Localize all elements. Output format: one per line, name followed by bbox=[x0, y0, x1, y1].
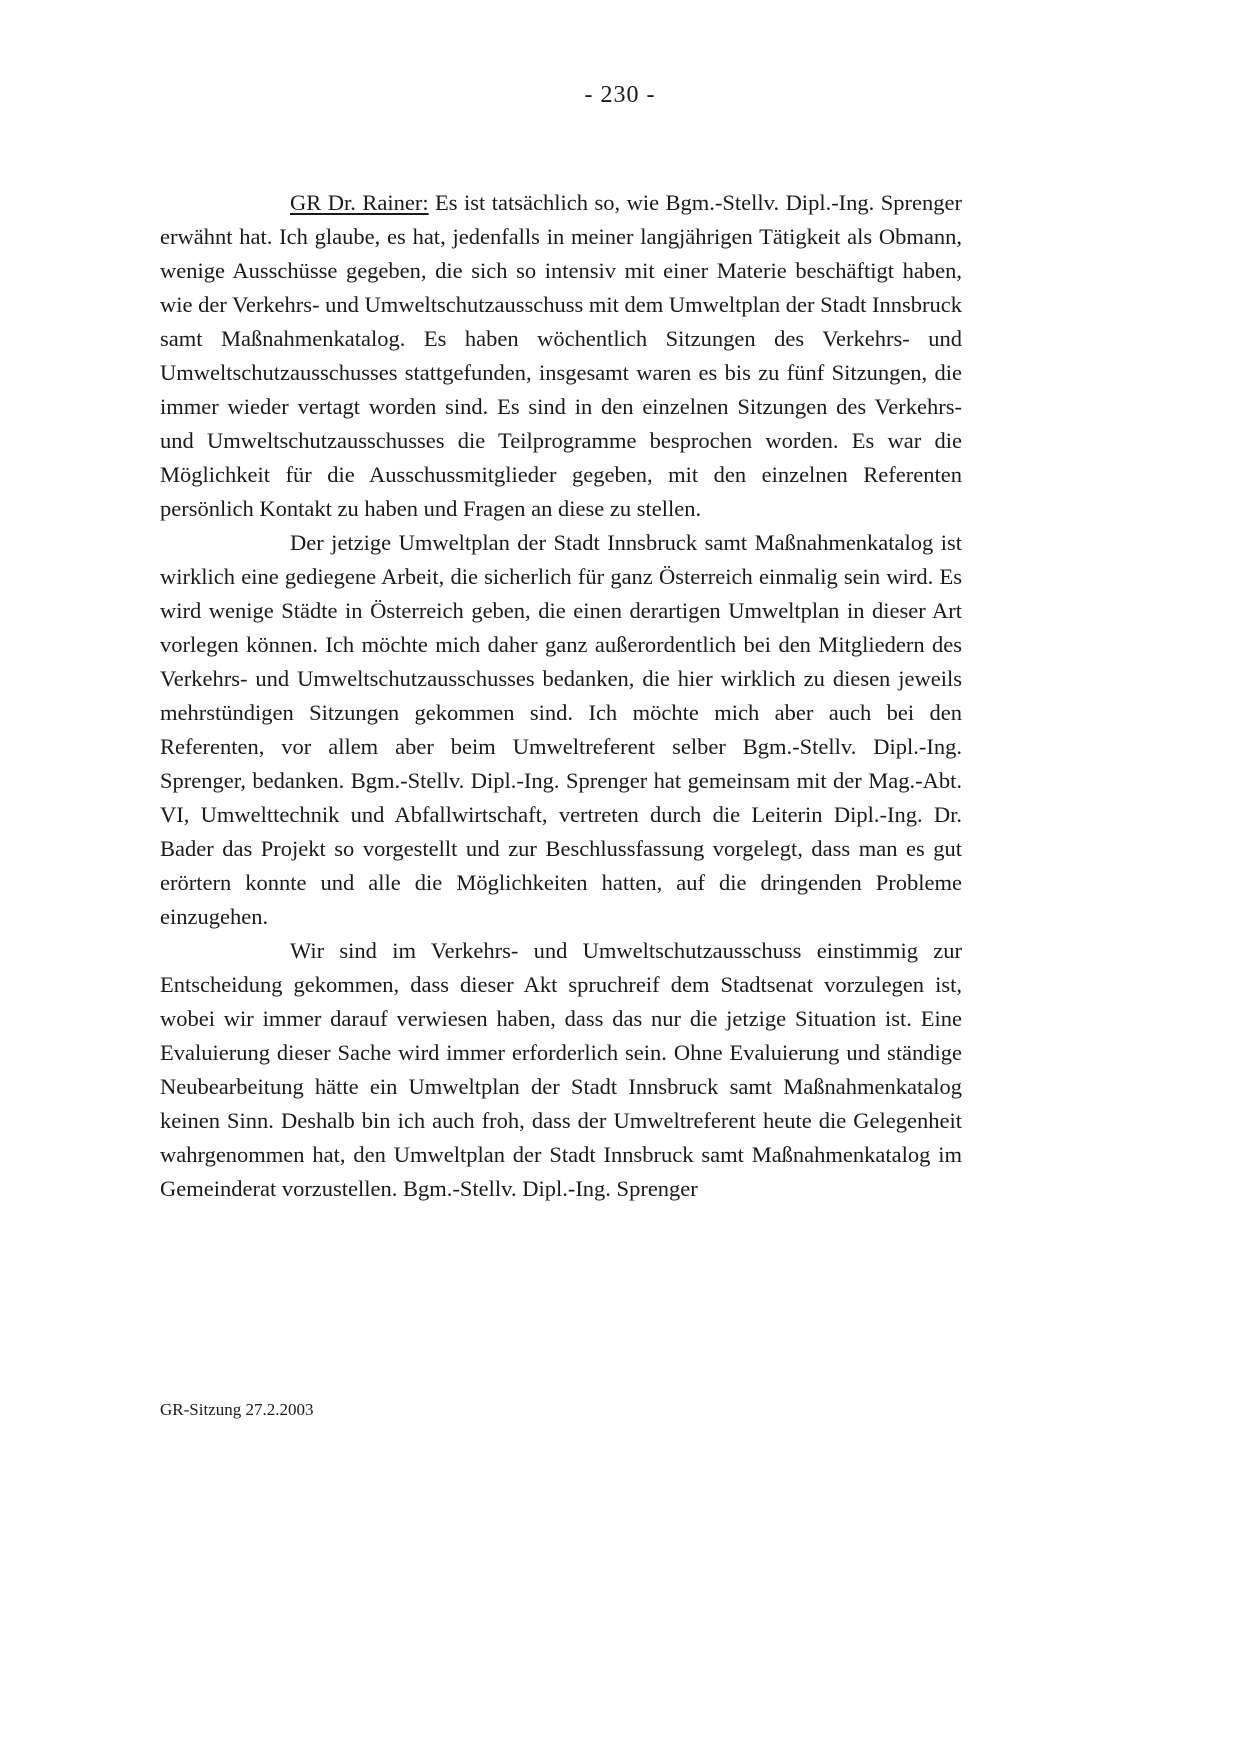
paragraph: Wir sind im Verkehrs- und Umweltschutzausschuss einstimmig zur Entscheidung gekommen, dass dieser Akt spruchreif dem Stadtsenat vorzulegen ist, wobei wir immer darauf verwiesen haben, dass das nur die jetzige Situation ist. Eine Evaluierung dieser Sache wird immer erforderlich sein. Ohne Evaluierung und ständige Neubearbeitung hätte ein Umweltplan der Stadt Innsbruck samt Maßnahmenkatalog keinen Sinn. Deshalb bin ich auch froh, dass der Umweltreferent heute die Gelegenheit wahrgenommen hat, den Umweltplan der Stadt Innsbruck samt Maßnahmenkatalog im Gemeinderat vorzustellen. Bgm.-Stellv. Dipl.-Ing. Sprenger bbox=[160, 938, 962, 1201]
page-number: - 230 - bbox=[584, 82, 656, 108]
footer-session-info: GR-Sitzung 27.2.2003 bbox=[160, 1400, 314, 1419]
paragraph-text: Es ist tatsächlich so, wie Bgm.-Stellv. Dipl.-Ing. Sprenger erwähnt hat. Ich glaube, es hat, jedenfalls in meiner langjährigen Tätigkeit als Obmann, wenige Ausschüsse gegeben, die sich so intensiv mit einer Materie beschäftigt haben, wie der Verkehrs- und Umweltschutzausschuss mit dem Umweltplan der Stadt Innsbruck samt Maßnahmenkatalog. Es haben wöchentlich Sitzungen des Verkehrs- und Umweltschutzausschusses stattgefunden, insgesamt waren es bis zu fünf Sitzungen, die immer wieder vertagt worden sind. Es sind in den einzelnen Sitzungen des Verkehrs- und Umweltschutzausschusses die Teilprogramme besprochen worden. Es war die Möglichkeit für die Ausschussmitglieder gegeben, mit den einzelnen Referenten persönlich Kontakt zu haben und Fragen an diese zu stellen. bbox=[160, 190, 963, 521]
speaker-name: GR Dr. Rainer: bbox=[290, 190, 429, 215]
paragraph bbox=[160, 186, 962, 526]
paragraph: Der jetzige Umweltplan der Stadt Innsbruck samt Maßnahmenkatalog ist wirklich eine gediegene Arbeit, die sicherlich für ganz Österreich einmalig sein wird. Es wird wenige Städte in Österreich geben, die einen derartigen Umweltplan in dieser Art vorlegen können. Ich möchte mich daher ganz außerordentlich bei den Mitgliedern des Verkehrs- und Umweltschutzausschusses bedanken, die hier wirklich zu diesen jeweils mehrstündigen Sitzungen gekommen sind. Ich möchte mich aber auch bei den Referenten, vor allem aber beim Umweltreferent selber Bgm.-Stellv. Dipl.-Ing. Sprenger, bedanken. Bgm.-Stellv. Dipl.-Ing. Sprenger hat gemeinsam mit der Mag.-Abt. VI, Umwelttechnik und Abfallwirtschaft, vertreten durch die Leiterin Dipl.-Ing. Dr. Bader das Projekt so vorgestellt und zur Beschlussfassung vorgelegt, dass man es gut erörtern konnte und alle die Möglichkeiten hatten, auf die dringenden Probleme einzugehen. bbox=[160, 530, 962, 929]
body-text bbox=[160, 186, 962, 1206]
